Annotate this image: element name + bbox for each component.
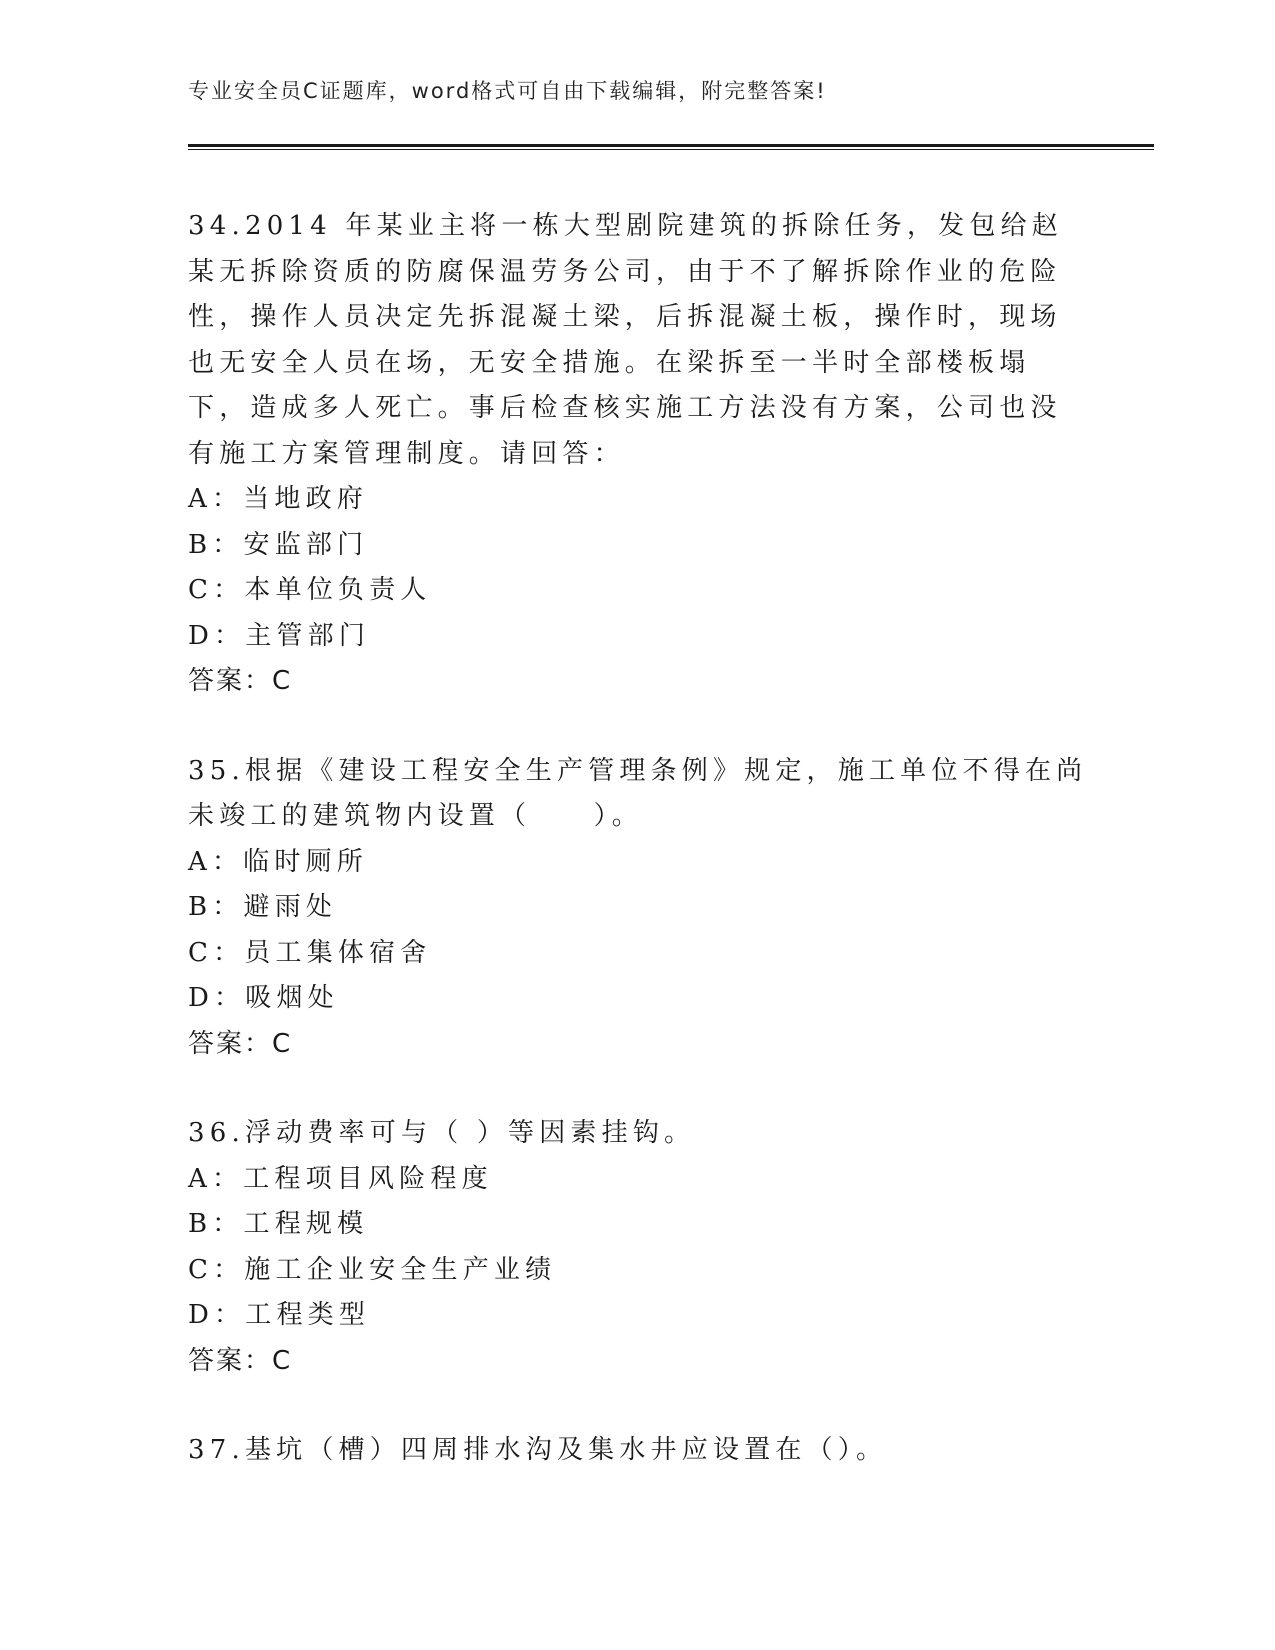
question-stem: 35.根据《建设工程安全生产管理条例》规定，施工单位不得在尚未竣工的建筑物内设置（ ）。 [188, 755, 1088, 831]
option-c: C：员工集体宿舍 [188, 937, 432, 968]
option-c: C：施工企业安全生产业绩 [188, 1254, 557, 1285]
header-rule-thin [188, 149, 1154, 150]
header-rule-thick [188, 144, 1154, 147]
option-a: A：临时厕所 [188, 846, 368, 877]
question-stem: 34.2014 年某业主将一栋大型剧院建筑的拆除任务，发包给赵某无拆除资质的防腐保温劳务公司，由于不了解拆除作业的危险性，操作人员决定先拆混凝土梁，后拆混凝土板，操作时，现场也无安全人员在场，无安全措施。在梁拆至一半时全部楼板塌下，造成多人死亡。事后检查核实施工方法没有方案，公司也没有施工方案管理制度。请回答： [188, 211, 1063, 469]
option-a: A：工程项目风险程度 [188, 1163, 493, 1194]
question-stem: 37.基坑（槽）四周排水沟及集水井应设置在（）。 [188, 1435, 888, 1465]
option-d: D：吸烟处 [188, 983, 339, 1013]
option-b: B：工程规模 [188, 1209, 369, 1239]
option-b: B：避雨处 [188, 892, 338, 922]
option-b: B：安监部门 [188, 529, 369, 560]
answer-line: 答案：C [188, 1345, 293, 1376]
answer-line: 答案：C [188, 666, 293, 696]
question-35 [188, 749, 1088, 1068]
page-header: 专业安全员C证题库，word格式可自由下载编辑，附完整答案! [188, 79, 827, 103]
option-c: C：本单位负责人 [188, 575, 432, 605]
option-a: A：当地政府 [188, 484, 368, 514]
option-d: D：主管部门 [188, 620, 371, 651]
answer-line: 答案：C [188, 1028, 293, 1059]
question-list [188, 204, 1088, 1474]
question-34 [188, 204, 1088, 705]
question-37 [188, 1428, 1088, 1474]
question-36 [188, 1111, 1088, 1384]
question-stem: 36.浮动费率可与（ ）等因素挂钩。 [188, 1118, 696, 1148]
option-d: D：工程类型 [188, 1300, 371, 1330]
